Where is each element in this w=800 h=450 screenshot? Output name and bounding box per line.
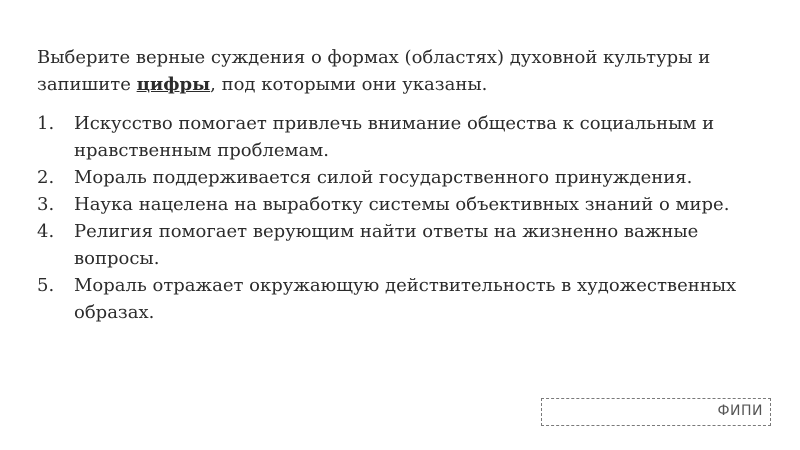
option-text: Религия помогает верующим найти ответы на жизненно важные вопросы. xyxy=(74,221,699,269)
source-box xyxy=(541,398,771,426)
answer-options-list xyxy=(37,110,777,326)
option-number: 3. xyxy=(37,194,55,215)
option-number: 1. xyxy=(37,113,55,134)
option-text: Наука нацелена на выработку системы объективных знаний о мире. xyxy=(74,194,730,215)
option-text: Мораль поддерживается силой государственного принуждения. xyxy=(74,167,693,188)
option-number: 4. xyxy=(37,221,55,242)
question-prefix: Выберите верные суждения о формах (областях) духовной культуры и запишите xyxy=(37,47,711,95)
option-item-3 xyxy=(37,191,777,218)
option-number: 2. xyxy=(37,167,55,188)
question-emphasis: цифры xyxy=(136,74,211,95)
source-label: ФИПИ xyxy=(717,403,763,419)
option-item-2 xyxy=(37,164,777,191)
option-item-4 xyxy=(37,218,777,272)
question-text xyxy=(37,44,767,98)
option-text: Мораль отражает окружающую действительность в художественных образах. xyxy=(74,275,737,323)
option-text: Искусство помогает привлечь внимание общества к социальным и нравственным проблемам. xyxy=(74,113,715,161)
option-item-1 xyxy=(37,110,777,164)
option-number: 5. xyxy=(37,275,55,296)
option-item-5 xyxy=(37,272,777,326)
question-suffix: , под которыми они указаны. xyxy=(210,74,488,95)
